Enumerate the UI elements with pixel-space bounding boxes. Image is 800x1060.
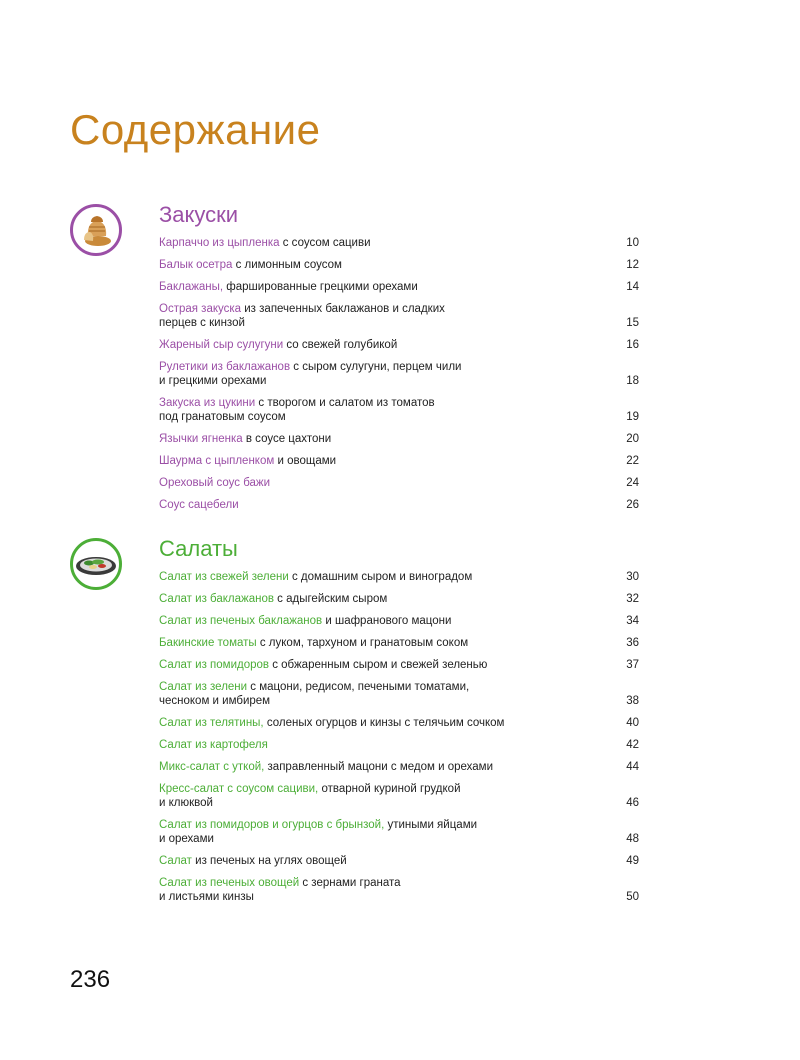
entry-page: 14	[626, 281, 639, 293]
entry-highlight: Язычки ягненка	[159, 433, 243, 445]
entry-text: с соусом сациви	[279, 237, 371, 249]
entry-text: с зернами граната	[299, 877, 401, 889]
entry-page: 48	[626, 833, 639, 845]
toc-entry[interactable]	[159, 854, 639, 868]
entry-page: 20	[626, 433, 639, 445]
entry-text-line2: перцев с кинзой	[159, 317, 245, 329]
entry-text: с лимонным соусом	[232, 259, 342, 271]
entry-list	[159, 236, 639, 520]
entry-highlight: Ореховый соус бажи	[159, 477, 271, 489]
entry-text: в соусе цахтони	[242, 433, 332, 445]
entry-page: 44	[626, 761, 639, 773]
page-number: 236	[70, 966, 111, 993]
toc-entry[interactable]	[159, 636, 639, 650]
entry-highlight: Салат из помидоров и огурцов с брынзой,	[159, 819, 385, 831]
salad-plate-icon	[70, 538, 122, 590]
toc-entry[interactable]	[159, 396, 639, 424]
entry-page: 46	[626, 797, 639, 809]
entry-page: 42	[626, 739, 639, 751]
entry-highlight: Салат из свежей зелени	[159, 571, 289, 583]
entry-highlight: Шаурма с цыпленком	[159, 455, 275, 467]
entry-text: с адыгейским сыром	[273, 593, 388, 605]
entry-text: и овощами	[274, 455, 337, 467]
entry-page: 30	[626, 571, 639, 583]
entry-page: 19	[626, 411, 639, 423]
toc-entry[interactable]	[159, 614, 639, 628]
toc-entry[interactable]	[159, 782, 639, 810]
pottery-dish-icon	[70, 204, 122, 256]
entry-text-line2: и грецкими орехами	[159, 375, 267, 387]
entry-page: 32	[626, 593, 639, 605]
entry-highlight: Жареный сыр сулугуни	[159, 339, 284, 351]
toc-entry[interactable]	[159, 592, 639, 606]
toc-entry[interactable]	[159, 818, 639, 846]
toc-entry[interactable]	[159, 258, 639, 272]
entry-text-line2: и клюквой	[159, 797, 213, 809]
toc-entry[interactable]	[159, 716, 639, 730]
entry-text: с луком, тархуном и гранатовым соком	[256, 637, 469, 649]
toc-entry[interactable]	[159, 302, 639, 330]
entry-text: из запеченных баклажанов и сладких	[241, 303, 445, 315]
toc-entry[interactable]	[159, 236, 639, 250]
entry-page: 37	[626, 659, 639, 671]
entry-highlight: Рулетики из баклажанов	[159, 361, 291, 373]
toc-entry[interactable]	[159, 680, 639, 708]
section-title: Салаты	[159, 536, 238, 561]
entry-text: соленых огурцов и кинзы с телячьим сочком	[263, 717, 505, 729]
entry-text: фаршированные грецкими орехами	[223, 281, 418, 293]
toc-entry[interactable]	[159, 454, 639, 468]
entry-page: 15	[626, 317, 639, 329]
entry-page: 38	[626, 695, 639, 707]
entry-highlight: Балык осетра	[159, 259, 233, 271]
entry-text: с творогом и салатом из томатов	[255, 397, 435, 409]
toc-entry[interactable]	[159, 658, 639, 672]
entry-text: с домашним сыром и виноградом	[288, 571, 473, 583]
entry-text-line2: и орехами	[159, 833, 214, 845]
entry-highlight: Салат из картофеля	[159, 739, 268, 751]
entry-highlight: Микс-салат с уткой,	[159, 761, 265, 773]
entry-page: 18	[626, 375, 639, 387]
section-title: Закуски	[159, 202, 239, 227]
entry-highlight: Кресс-салат с соусом сациви,	[159, 783, 319, 795]
entry-highlight: Салат из печеных овощей	[159, 877, 300, 889]
entry-page: 40	[626, 717, 639, 729]
entry-highlight: Салат из баклажанов	[159, 593, 274, 605]
entry-highlight: Острая закуска	[159, 303, 242, 315]
entry-text: с обжаренным сыром и свежей зеленью	[269, 659, 488, 671]
toc-entry[interactable]	[159, 360, 639, 388]
entry-text: с мацони, редисом, печеными томатами,	[247, 681, 470, 693]
entry-page: 26	[626, 499, 639, 511]
entry-page: 34	[626, 615, 639, 627]
entry-page: 36	[626, 637, 639, 649]
entry-text-line2: чесноком и имбирем	[159, 695, 271, 707]
entry-text-line2: под гранатовым соусом	[159, 411, 286, 423]
toc-entry[interactable]	[159, 476, 639, 490]
entry-page: 12	[626, 259, 639, 271]
toc-entry[interactable]	[159, 338, 639, 352]
entry-highlight: Соус сацебели	[159, 499, 239, 511]
entry-highlight: Баклажаны,	[159, 281, 224, 293]
entry-highlight: Салат	[159, 855, 192, 867]
entry-highlight: Салат из зелени	[159, 681, 248, 693]
toc-entry[interactable]	[159, 876, 639, 904]
entry-highlight: Закуска из цукини	[159, 397, 256, 409]
entry-highlight: Салат из телятины,	[159, 717, 264, 729]
toc-entry[interactable]	[159, 498, 639, 512]
page-title: Содержание	[70, 106, 321, 154]
entry-page: 22	[626, 455, 639, 467]
entry-page: 50	[626, 891, 639, 903]
entry-page: 10	[626, 237, 639, 249]
entry-text: из печеных на углях овощей	[191, 855, 347, 867]
toc-entry[interactable]	[159, 738, 639, 752]
toc-entry[interactable]	[159, 432, 639, 446]
entry-text: утиными яйцами	[384, 819, 478, 831]
toc-entry[interactable]	[159, 280, 639, 294]
entry-text: и шафранового мацони	[322, 615, 452, 627]
entry-text: отварной куриной грудкой	[318, 783, 461, 795]
entry-list	[159, 570, 639, 912]
entry-text: с сыром сулугуни, перцем чили	[290, 361, 462, 373]
entry-page: 49	[626, 855, 639, 867]
entry-highlight: Карпаччо из цыпленка	[159, 237, 280, 249]
entry-page: 24	[626, 477, 639, 489]
entry-text-line2: и листьями кинзы	[159, 891, 254, 903]
toc-entry[interactable]	[159, 760, 639, 774]
entry-highlight: Салат из помидоров	[159, 659, 269, 671]
entry-text: со свежей голубикой	[283, 339, 398, 351]
entry-text: заправленный мацони с медом и орехами	[264, 761, 493, 773]
entry-page: 16	[626, 339, 639, 351]
toc-entry[interactable]	[159, 570, 639, 584]
entry-highlight: Салат из печеных баклажанов	[159, 615, 323, 627]
entry-highlight: Бакинские томаты	[159, 637, 257, 649]
